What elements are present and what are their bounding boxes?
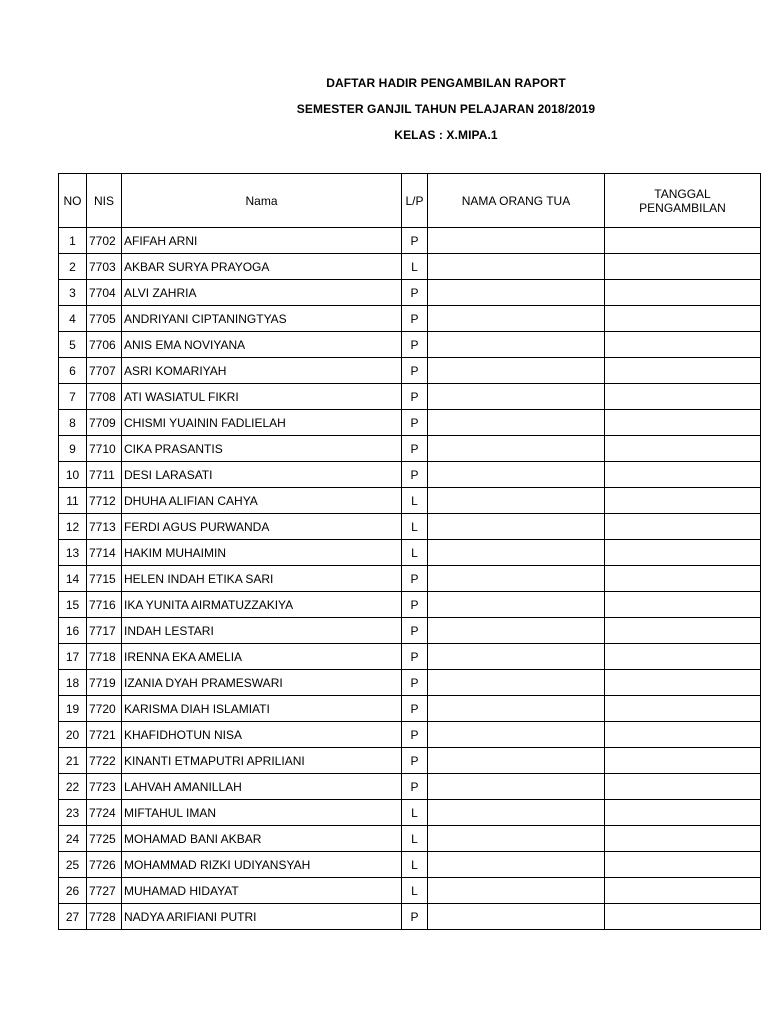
header-lp: L/P xyxy=(402,174,428,228)
table-row xyxy=(59,462,761,488)
cell-tanggal-pengambilan xyxy=(605,514,761,540)
cell-nama-orang-tua xyxy=(428,514,605,540)
table-row xyxy=(59,774,761,800)
cell-no: 24 xyxy=(59,826,87,852)
table-row xyxy=(59,228,761,254)
cell-nama-orang-tua xyxy=(428,592,605,618)
cell-lp: P xyxy=(402,566,428,592)
cell-lp: P xyxy=(402,462,428,488)
cell-no: 21 xyxy=(59,748,87,774)
table-row xyxy=(59,358,761,384)
cell-nis: 7705 xyxy=(87,306,122,332)
table-row xyxy=(59,436,761,462)
cell-nama-orang-tua xyxy=(428,644,605,670)
cell-no: 5 xyxy=(59,332,87,358)
cell-tanggal-pengambilan xyxy=(605,540,761,566)
table-row xyxy=(59,566,761,592)
cell-tanggal-pengambilan xyxy=(605,644,761,670)
cell-lp: P xyxy=(402,722,428,748)
cell-nis: 7708 xyxy=(87,384,122,410)
cell-nama-orang-tua xyxy=(428,488,605,514)
cell-lp: P xyxy=(402,696,428,722)
cell-tanggal-pengambilan xyxy=(605,592,761,618)
cell-nis: 7727 xyxy=(87,878,122,904)
cell-no: 4 xyxy=(59,306,87,332)
cell-tanggal-pengambilan xyxy=(605,306,761,332)
table-row xyxy=(59,332,761,358)
header-tanggal-line2: PENGAMBILAN xyxy=(639,200,726,215)
cell-nama: ANDRIYANI CIPTANINGTYAS xyxy=(122,306,402,332)
cell-nis: 7702 xyxy=(87,228,122,254)
table-row xyxy=(59,410,761,436)
table-row xyxy=(59,852,761,878)
cell-nama: LAHVAH AMANILLAH xyxy=(122,774,402,800)
cell-lp: P xyxy=(402,644,428,670)
cell-nama-orang-tua xyxy=(428,280,605,306)
cell-tanggal-pengambilan xyxy=(605,800,761,826)
cell-lp: P xyxy=(402,228,428,254)
cell-nama: KARISMA DIAH ISLAMIATI xyxy=(122,696,402,722)
cell-tanggal-pengambilan xyxy=(605,358,761,384)
cell-nis: 7714 xyxy=(87,540,122,566)
table-row xyxy=(59,644,761,670)
cell-nis: 7718 xyxy=(87,644,122,670)
cell-nama-orang-tua xyxy=(428,254,605,280)
cell-nama-orang-tua xyxy=(428,436,605,462)
cell-lp: L xyxy=(402,878,428,904)
cell-nama-orang-tua xyxy=(428,904,605,930)
cell-nama: IZANIA DYAH PRAMESWARI xyxy=(122,670,402,696)
cell-nis: 7716 xyxy=(87,592,122,618)
cell-nama: MUHAMAD HIDAYAT xyxy=(122,878,402,904)
table-row xyxy=(59,306,761,332)
table-body xyxy=(59,228,761,930)
cell-lp: P xyxy=(402,410,428,436)
cell-nama-orang-tua xyxy=(428,306,605,332)
table-row xyxy=(59,748,761,774)
cell-lp: P xyxy=(402,306,428,332)
cell-tanggal-pengambilan xyxy=(605,852,761,878)
cell-nama-orang-tua xyxy=(428,384,605,410)
header-nama-orang-tua: NAMA ORANG TUA xyxy=(428,174,605,228)
cell-no: 3 xyxy=(59,280,87,306)
table-row xyxy=(59,384,761,410)
cell-lp: L xyxy=(402,488,428,514)
cell-nama-orang-tua xyxy=(428,566,605,592)
cell-no: 10 xyxy=(59,462,87,488)
cell-tanggal-pengambilan xyxy=(605,878,761,904)
cell-nis: 7721 xyxy=(87,722,122,748)
cell-nama: ASRI KOMARIYAH xyxy=(122,358,402,384)
table-row xyxy=(59,826,761,852)
cell-nama: DHUHA ALIFIAN CAHYA xyxy=(122,488,402,514)
table-row xyxy=(59,878,761,904)
cell-tanggal-pengambilan xyxy=(605,774,761,800)
cell-no: 2 xyxy=(59,254,87,280)
cell-no: 7 xyxy=(59,384,87,410)
cell-nama: CHISMI YUAININ FADLIELAH xyxy=(122,410,402,436)
cell-tanggal-pengambilan xyxy=(605,670,761,696)
cell-nama: DESI LARASATI xyxy=(122,462,402,488)
cell-tanggal-pengambilan xyxy=(605,722,761,748)
cell-tanggal-pengambilan xyxy=(605,280,761,306)
cell-lp: P xyxy=(402,774,428,800)
cell-nis: 7710 xyxy=(87,436,122,462)
cell-nis: 7706 xyxy=(87,332,122,358)
cell-nama-orang-tua xyxy=(428,358,605,384)
cell-nis: 7726 xyxy=(87,852,122,878)
cell-nama-orang-tua xyxy=(428,228,605,254)
cell-tanggal-pengambilan xyxy=(605,566,761,592)
table-row xyxy=(59,618,761,644)
cell-tanggal-pengambilan xyxy=(605,488,761,514)
cell-lp: P xyxy=(402,280,428,306)
table-row xyxy=(59,488,761,514)
cell-nis: 7719 xyxy=(87,670,122,696)
cell-lp: P xyxy=(402,592,428,618)
header-nama: Nama xyxy=(122,174,402,228)
header-nis: NIS xyxy=(87,174,122,228)
cell-nama: KHAFIDHOTUN NISA xyxy=(122,722,402,748)
cell-nama-orang-tua xyxy=(428,696,605,722)
cell-lp: P xyxy=(402,358,428,384)
cell-nama-orang-tua xyxy=(428,410,605,436)
table-row xyxy=(59,800,761,826)
document-title: DAFTAR HADIR PENGAMBILAN RAPORT xyxy=(326,76,566,90)
cell-no: 27 xyxy=(59,904,87,930)
cell-tanggal-pengambilan xyxy=(605,904,761,930)
cell-nama-orang-tua xyxy=(428,670,605,696)
cell-nis: 7713 xyxy=(87,514,122,540)
cell-nama-orang-tua xyxy=(428,748,605,774)
cell-nama-orang-tua xyxy=(428,722,605,748)
cell-tanggal-pengambilan xyxy=(605,228,761,254)
cell-tanggal-pengambilan xyxy=(605,332,761,358)
cell-nama: MOHAMMAD RIZKI UDIYANSYAH xyxy=(122,852,402,878)
cell-nama: HAKIM MUHAIMIN xyxy=(122,540,402,566)
cell-no: 16 xyxy=(59,618,87,644)
cell-no: 1 xyxy=(59,228,87,254)
cell-lp: L xyxy=(402,540,428,566)
cell-nama: FERDI AGUS PURWANDA xyxy=(122,514,402,540)
cell-nis: 7724 xyxy=(87,800,122,826)
cell-no: 15 xyxy=(59,592,87,618)
cell-nama: AKBAR SURYA PRAYOGA xyxy=(122,254,402,280)
cell-tanggal-pengambilan xyxy=(605,618,761,644)
table-row xyxy=(59,696,761,722)
cell-lp: L xyxy=(402,514,428,540)
cell-lp: P xyxy=(402,904,428,930)
cell-nama: ATI WASIATUL FIKRI xyxy=(122,384,402,410)
header-no: NO xyxy=(59,174,87,228)
cell-nama: ANIS EMA NOVIYANA xyxy=(122,332,402,358)
cell-nama-orang-tua xyxy=(428,462,605,488)
cell-nama: HELEN INDAH ETIKA SARI xyxy=(122,566,402,592)
cell-lp: P xyxy=(402,384,428,410)
cell-no: 20 xyxy=(59,722,87,748)
cell-no: 9 xyxy=(59,436,87,462)
cell-nama: MOHAMAD BANI AKBAR xyxy=(122,826,402,852)
cell-nis: 7722 xyxy=(87,748,122,774)
cell-nis: 7720 xyxy=(87,696,122,722)
cell-nama: ALVI ZAHRIA xyxy=(122,280,402,306)
cell-nis: 7703 xyxy=(87,254,122,280)
table-row xyxy=(59,280,761,306)
cell-nama: INDAH LESTARI xyxy=(122,618,402,644)
cell-no: 11 xyxy=(59,488,87,514)
cell-lp: P xyxy=(402,618,428,644)
cell-lp: L xyxy=(402,826,428,852)
cell-no: 13 xyxy=(59,540,87,566)
cell-tanggal-pengambilan xyxy=(605,462,761,488)
document-subtitle-semester: SEMESTER GANJIL TAHUN PELAJARAN 2018/2019 xyxy=(296,102,596,116)
cell-nis: 7723 xyxy=(87,774,122,800)
cell-nama-orang-tua xyxy=(428,540,605,566)
cell-lp: L xyxy=(402,254,428,280)
cell-tanggal-pengambilan xyxy=(605,436,761,462)
cell-no: 22 xyxy=(59,774,87,800)
cell-nama: IRENNA EKA AMELIA xyxy=(122,644,402,670)
cell-lp: P xyxy=(402,332,428,358)
table-row xyxy=(59,514,761,540)
cell-nis: 7704 xyxy=(87,280,122,306)
cell-no: 8 xyxy=(59,410,87,436)
cell-no: 6 xyxy=(59,358,87,384)
cell-lp: L xyxy=(402,852,428,878)
cell-nama: AFIFAH ARNI xyxy=(122,228,402,254)
cell-lp: P xyxy=(402,670,428,696)
cell-tanggal-pengambilan xyxy=(605,254,761,280)
cell-nis: 7728 xyxy=(87,904,122,930)
cell-no: 12 xyxy=(59,514,87,540)
cell-no: 19 xyxy=(59,696,87,722)
cell-nama-orang-tua xyxy=(428,852,605,878)
cell-lp: P xyxy=(402,436,428,462)
header-tanggal-line1: TANGGAL xyxy=(654,186,711,201)
cell-nis: 7712 xyxy=(87,488,122,514)
attendance-table xyxy=(58,173,761,930)
cell-nama: MIFTAHUL IMAN xyxy=(122,800,402,826)
cell-nama-orang-tua xyxy=(428,800,605,826)
cell-nama-orang-tua xyxy=(428,826,605,852)
cell-no: 25 xyxy=(59,852,87,878)
cell-tanggal-pengambilan xyxy=(605,748,761,774)
cell-tanggal-pengambilan xyxy=(605,826,761,852)
cell-nis: 7711 xyxy=(87,462,122,488)
cell-nama-orang-tua xyxy=(428,878,605,904)
table-row xyxy=(59,670,761,696)
table-row xyxy=(59,904,761,930)
cell-nis: 7715 xyxy=(87,566,122,592)
cell-nis: 7725 xyxy=(87,826,122,852)
table-row xyxy=(59,540,761,566)
cell-nama-orang-tua xyxy=(428,774,605,800)
cell-nama: NADYA ARIFIANI PUTRI xyxy=(122,904,402,930)
cell-no: 18 xyxy=(59,670,87,696)
cell-nama-orang-tua xyxy=(428,618,605,644)
cell-nis: 7717 xyxy=(87,618,122,644)
document-subtitle-class: KELAS : X.MIPA.1 xyxy=(394,128,498,142)
table-row xyxy=(59,722,761,748)
cell-no: 14 xyxy=(59,566,87,592)
cell-tanggal-pengambilan xyxy=(605,410,761,436)
cell-nama: IKA YUNITA AIRMATUZZAKIYA xyxy=(122,592,402,618)
cell-nis: 7707 xyxy=(87,358,122,384)
cell-no: 23 xyxy=(59,800,87,826)
cell-no: 26 xyxy=(59,878,87,904)
cell-lp: L xyxy=(402,800,428,826)
table-row xyxy=(59,254,761,280)
cell-lp: P xyxy=(402,748,428,774)
cell-nis: 7709 xyxy=(87,410,122,436)
header-tanggal-pengambilan xyxy=(605,174,761,228)
table-row xyxy=(59,592,761,618)
cell-tanggal-pengambilan xyxy=(605,384,761,410)
cell-tanggal-pengambilan xyxy=(605,696,761,722)
table-header-row xyxy=(59,174,761,228)
cell-nama-orang-tua xyxy=(428,332,605,358)
cell-no: 17 xyxy=(59,644,87,670)
cell-nama: CIKA PRASANTIS xyxy=(122,436,402,462)
cell-nama: KINANTI ETMAPUTRI APRILIANI xyxy=(122,748,402,774)
